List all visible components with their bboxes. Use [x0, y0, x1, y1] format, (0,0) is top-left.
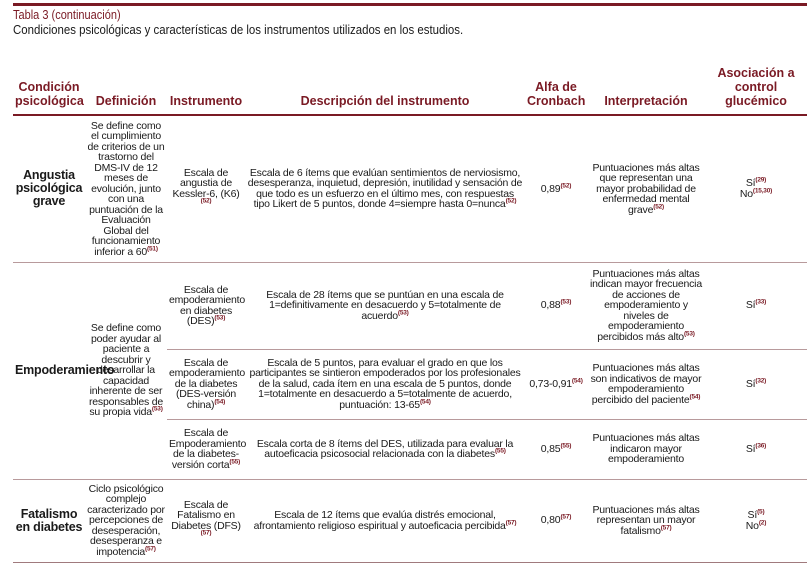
alpha-cell: 0,89$^{(52)}$ [525, 115, 587, 262]
association-cell: $Sí^{(36)}$ [705, 419, 807, 479]
header-row [13, 66, 807, 115]
definition-cell: Ciclo psicológico complejo caracterizado por percepciones de desesperación, desesperanza e impotencia$^{(57)}$ [85, 479, 167, 562]
description-cell: Escala de 28 ítems que se puntúan en una escala de 1=definitivamente en desacuerdo y 5=totalmente de acuerdo$^{(53)}$ [245, 262, 525, 349]
table-caption-title: Condiciones psicológicas y características de los instrumentos utilizados en los estudios. [13, 22, 464, 37]
association-cell: $Sí^{(32)}$ [705, 349, 807, 419]
condition-cell: Empoderamiento [13, 262, 85, 479]
condition-cell: Fatalismo en diabetes [13, 479, 85, 562]
interpretation-cell: Puntuaciones más altas indican mayor frecuencia de acciones de empoderamiento y niveles de empoderamiento percibidos más alto$^{(53)}$ [587, 262, 705, 349]
interpretation-cell: Puntuaciones más altas indicaron mayor empoderamiento [587, 419, 705, 479]
table-row [13, 479, 807, 562]
description-cell: Escala de 6 ítems que evalúan sentimientos de nerviosismo, desesperanza, inquietud, depresión, inutilidad y sensación de que todo es un esfuerzo en el último mes, con respuestas tipo Likert de 5 puntos, donde 4=siempre hasta 0=nunca$^{(52)}$ [245, 115, 525, 262]
header-instrumento: Instrumento [167, 66, 245, 115]
definition-cell: Se define como el cumplimiento de criterios de un trastorno del DMS-IV de 12 meses de evolución, junto con una puntuación de la Evaluación Global del funcionamiento inferior a 60$^{(51)}$ [85, 115, 167, 262]
description-cell: Escala corta de 8 ítems del DES, utilizada para evaluar la autoeficacia psicosocial relacionada con la diabetes$^{(55)}$ [245, 419, 525, 479]
alpha-cell: 0,85$^{(55)}$ [525, 419, 587, 479]
table-caption-label: Tabla 3 (continuación) [13, 8, 121, 22]
association-cell: $Sí^{(5)}$ No$^{(2)}$ [705, 479, 807, 562]
header-definicion: Definición [85, 66, 167, 115]
table-row [13, 115, 807, 262]
alpha-cell: 0,80$^{(57)}$ [525, 479, 587, 562]
condition-cell: Angustia psicológica grave [13, 115, 85, 262]
table-row [13, 262, 807, 349]
interpretation-cell: Puntuaciones más altas representan un mayor fatalismo$^{(57)}$ [587, 479, 705, 562]
header-descripcion: Descripción del instrumento [245, 66, 525, 115]
header-condicion: Condición psicológica [13, 66, 85, 115]
definition-cell: Se define como poder ayudar al paciente a descubrir y desarrollar la capacidad inherente de ser responsables de su propia vida$^{(53)}$ [85, 262, 167, 479]
psych-conditions-table [13, 66, 807, 563]
instrument-cell: Escala de angustia de Kessler-6, $(K6)^{(52)}$ [167, 115, 245, 262]
description-cell: Escala de 12 ítems que evalúa distrés emocional, afrontamiento religioso espiritual y autoeficacia percibida$^{(57)}$ [245, 479, 525, 562]
header-interpretacion: Interpretación [587, 66, 705, 115]
instrument-cell: Escala de empoderamiento de la diabetes (DES-versión china)$^{(54)}$ [167, 349, 245, 419]
instrument-cell: Escala de empoderamiento en diabetes (DES)$^{(53)}$ [167, 262, 245, 349]
header-asociacion: Asociación a control glucémico [705, 66, 807, 115]
association-cell: $Sí^{(29)}$ No$^{(15,30)}$ [705, 115, 807, 262]
interpretation-cell: Puntuaciones más altas que representan una mayor probabilidad de enfermedad mental grave$^{(52)}$ [587, 115, 705, 262]
header-alfa: Alfa de Cronbach [525, 66, 587, 115]
interpretation-cell: Puntuaciones más altas son indicativos de mayor empoderamiento percibido del paciente$^{(54)}$ [587, 349, 705, 419]
instrument-cell: Escala de Empoderamiento de la diabetes-versión corta$^{(55)}$ [167, 419, 245, 479]
instrument-cell: Escala de Fatalismo en Diabetes (DFS)$^{(57)}$ [167, 479, 245, 562]
description-cell: Escala de 5 puntos, para evaluar el grado en que los participantes se sintieron empoderados por los profesionales de la salud, cada ítem en una escala de 5 puntos, donde 1=totalmente en desacuerdo a 5=totalmente de acuerdo, puntuación: 13-65$^{(54)}$ [245, 349, 525, 419]
top-rule [13, 3, 807, 6]
association-cell: $Sí^{(33)}$ [705, 262, 807, 349]
alpha-cell: 0,88$^{(53)}$ [525, 262, 587, 349]
alpha-cell: 0,73-0,91$^{(54)}$ [525, 349, 587, 419]
